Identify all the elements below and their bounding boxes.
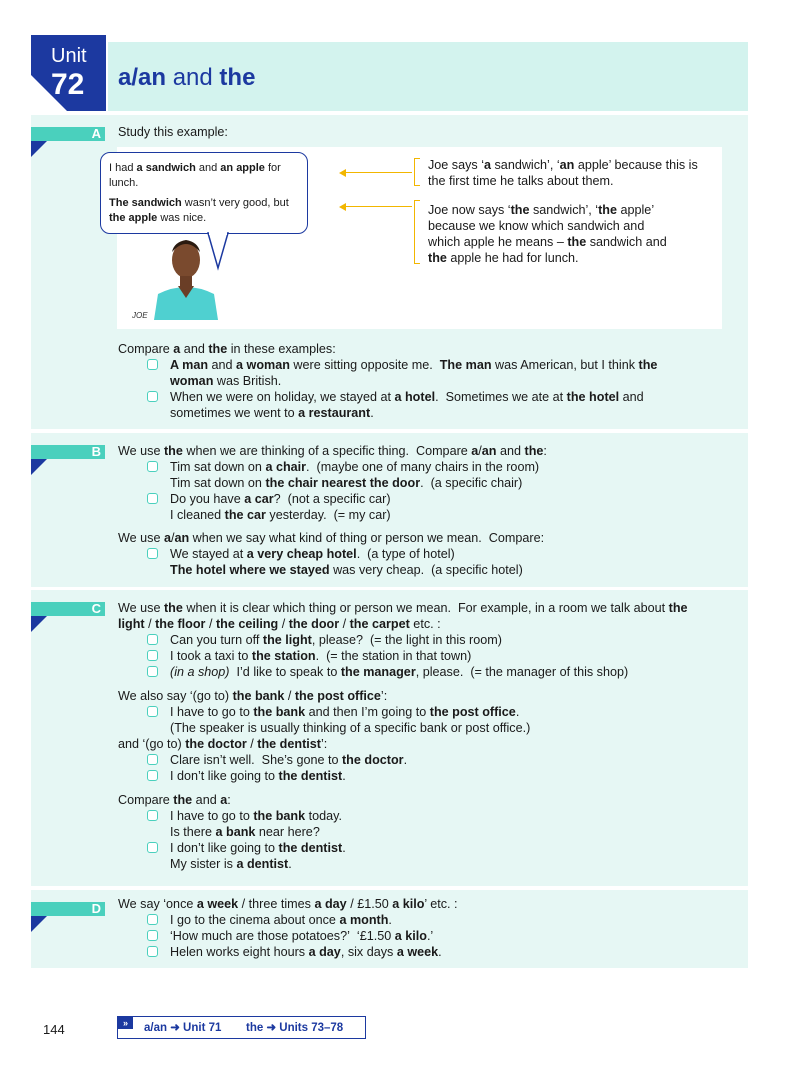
compare-intro: Compare a and the in these examples: xyxy=(118,342,336,356)
bullet xyxy=(147,754,158,765)
note-2-line-2: because we know which sandwich and xyxy=(428,219,645,233)
ref-unit-71[interactable]: a/an ➜ Unit 71 xyxy=(144,1022,222,1034)
section-b-tab: B xyxy=(31,445,105,459)
unit-number: 72 xyxy=(51,68,85,101)
bullet xyxy=(147,666,158,677)
example-b3-line-1: We stayed at a very cheap hotel. (a type of hotel) xyxy=(170,547,455,561)
bullet xyxy=(147,650,158,661)
bullet xyxy=(147,634,158,645)
bullet xyxy=(147,461,158,472)
example-a1-line-2: woman was British. xyxy=(170,374,282,388)
arrow-1-line xyxy=(345,172,412,173)
section-c-rule-2: We also say ‘(go to) the bank / the post office’: xyxy=(118,689,388,703)
unit-word: Unit xyxy=(51,45,87,67)
page-number: 144 xyxy=(43,1022,65,1037)
bullet xyxy=(147,946,158,957)
example-c5: Clare isn’t well. She’s gone to the doctor. xyxy=(170,753,408,767)
section-c-tab: C xyxy=(31,602,105,616)
section-c-intro-line-2: light / the floor / the ceiling / the door / the carpet etc. : xyxy=(118,617,441,631)
section-b-intro: We use the when we are thinking of a specific thing. Compare a/an and the: xyxy=(118,444,547,458)
bullet xyxy=(147,359,158,370)
cross-reference-box xyxy=(117,1016,366,1039)
example-d2: ‘How much are those potatoes?’ ‘£1.50 a kilo.’ xyxy=(170,929,434,943)
note-2-line-3: which apple he means – the sandwich and xyxy=(428,235,667,249)
arrow-2-head xyxy=(339,203,346,211)
example-c8-line-2: My sister is a dentist. xyxy=(170,857,292,871)
section-d-intro: We say ‘once a week / three times a day / £1.50 a kilo’ etc. : xyxy=(118,897,458,911)
bullet xyxy=(147,810,158,821)
example-c1: Can you turn off the light, please? (= the light in this room) xyxy=(170,633,502,647)
bullet xyxy=(147,914,158,925)
ref-units-73-78[interactable]: the ➜ Units 73–78 xyxy=(246,1022,344,1034)
example-d3: Helen works eight hours a day, six days a week. xyxy=(170,945,442,959)
section-d-tab-marker xyxy=(31,916,47,932)
joe-illustration xyxy=(128,228,238,320)
example-a2-line-1: When we were on holiday, we stayed at a hotel. Sometimes we ate at the hotel and xyxy=(170,390,644,404)
page-title: a/an and the xyxy=(118,64,256,91)
bullet xyxy=(147,493,158,504)
example-c3: (in a shop) I’d like to speak to the manager, please. (= the manager of this shop) xyxy=(170,665,629,679)
example-a1-line-1: A man and a woman were sitting opposite me. The man was American, but I think the xyxy=(170,358,658,372)
note-bracket-1 xyxy=(414,158,420,186)
example-c8-line-1: I don’t like going to the dentist. xyxy=(170,841,346,855)
section-a-tab-marker xyxy=(31,141,47,157)
arrow-1-head xyxy=(339,169,346,177)
character-label: JOE xyxy=(132,311,148,320)
bubble-line-1: I had a sandwich and an apple for lunch. xyxy=(109,162,281,189)
bullet xyxy=(147,842,158,853)
example-c7-line-1: I have to go to the bank today. xyxy=(170,809,342,823)
bullet xyxy=(147,930,158,941)
example-b1-line-1: Tim sat down on a chair. (maybe one of many chairs in the room) xyxy=(170,460,540,474)
arrow-2-line xyxy=(345,206,412,207)
unit-badge xyxy=(31,35,106,111)
example-d1: I go to the cinema about once a month. xyxy=(170,913,392,927)
title-bar xyxy=(108,42,748,111)
example-b1-line-2: Tim sat down on the chair nearest the door. (a specific chair) xyxy=(170,476,523,490)
section-b-rule-2: We use a/an when we say what kind of thing or person we mean. Compare: xyxy=(118,531,545,545)
section-c-rule-3: and ‘(go to) the doctor / the dentist’: xyxy=(118,737,328,751)
example-c6: I don’t like going to the dentist. xyxy=(170,769,346,783)
section-c-tab-marker xyxy=(31,616,47,632)
example-a2-line-2: sometimes we went to a restaurant. xyxy=(170,406,374,420)
bullet xyxy=(147,770,158,781)
section-a-tab: A xyxy=(31,127,105,141)
section-c-intro-line-1: We use the when it is clear which thing or person we mean. For example, in a room we talk about the xyxy=(118,601,688,615)
section-a-intro: Study this example: xyxy=(118,125,228,139)
note-bracket-2 xyxy=(414,200,420,264)
section-b-tab-marker xyxy=(31,459,47,475)
note-2-line-1: Joe now says ‘the sandwich’, ‘the apple’ xyxy=(428,203,655,217)
note-1-line-2: the first time he talks about them. xyxy=(428,174,614,188)
note-2-line-4: the apple he had for lunch. xyxy=(428,251,579,265)
example-c4-line-1: I have to go to the bank and then I’m going to the post office. xyxy=(170,705,520,719)
example-b3-line-2: The hotel where we stayed was very cheap. (a specific hotel) xyxy=(170,563,523,577)
example-b2-line-1: Do you have a car? (not a specific car) xyxy=(170,492,391,506)
section-c-rule-4: Compare the and a: xyxy=(118,793,231,807)
example-c4-line-2: (The speaker is usually thinking of a specific bank or post office.) xyxy=(170,721,531,735)
chevron-icon: » xyxy=(118,1017,133,1029)
example-b2-line-2: I cleaned the car yesterday. (= my car) xyxy=(170,508,391,522)
example-c2: I took a taxi to the station. (= the station in that town) xyxy=(170,649,472,663)
bubble-line-2: The sandwich wasn’t very good, but the apple was nice. xyxy=(109,197,289,224)
speech-bubble xyxy=(100,152,308,234)
bullet xyxy=(147,391,158,402)
example-c7-line-2: Is there a bank near here? xyxy=(170,825,320,839)
section-d-tab: D xyxy=(31,902,105,916)
bullet xyxy=(147,548,158,559)
bullet xyxy=(147,706,158,717)
note-1-line-1: Joe says ‘a sandwich’, ‘an apple’ because this is xyxy=(428,158,698,172)
